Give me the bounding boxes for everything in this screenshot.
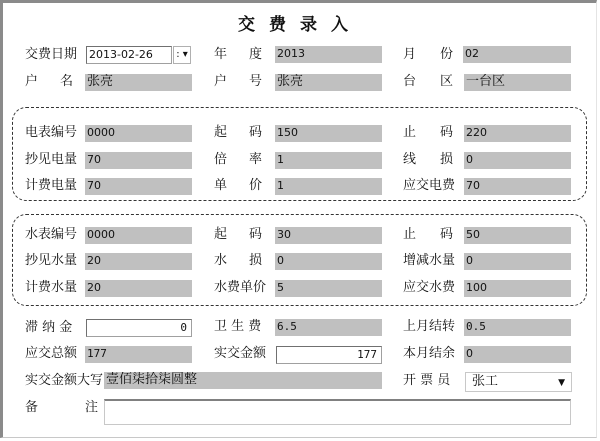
electric-end-label: 止 码 bbox=[403, 125, 453, 140]
water-start-field: 30 bbox=[275, 227, 382, 244]
electric-read-usage-field: 70 bbox=[85, 152, 192, 169]
account-no-label: 户 号 bbox=[214, 74, 262, 89]
date-picker-dropdown[interactable]: : ▾ bbox=[173, 46, 191, 64]
district-label: 台 区 bbox=[403, 74, 453, 89]
sanitation-fee-label: 卫 生 费 bbox=[214, 319, 262, 334]
water-fee-label: 应交水费 bbox=[403, 280, 456, 295]
year-label: 年 度 bbox=[214, 47, 262, 62]
remark-input[interactable] bbox=[104, 399, 571, 425]
water-price-label: 水费单价 bbox=[214, 280, 267, 295]
multiplier-label: 倍 率 bbox=[214, 152, 262, 167]
water-read-usage-field: 20 bbox=[85, 253, 192, 270]
paid-amount-input[interactable]: 177 bbox=[276, 346, 382, 364]
page-title: 交费录入 bbox=[238, 15, 362, 35]
account-name-label: 户 名 bbox=[25, 74, 73, 89]
sanitation-fee-field: 6.5 bbox=[275, 319, 382, 336]
electric-meter-field: 0000 bbox=[85, 125, 192, 142]
total-due-label: 应交总额 bbox=[25, 346, 78, 361]
water-loss-label: 水 损 bbox=[214, 253, 262, 268]
line-loss-label: 线 损 bbox=[403, 152, 453, 167]
line-loss-field: 0 bbox=[464, 152, 571, 169]
water-end-label: 止 码 bbox=[403, 227, 453, 242]
issuer-value: 张工 bbox=[472, 374, 499, 389]
balance-label: 本月结余 bbox=[403, 346, 456, 361]
late-fee-input[interactable]: 0 bbox=[86, 319, 192, 337]
pay-date-label: 交费日期 bbox=[25, 47, 78, 62]
water-meter-label: 水表编号 bbox=[25, 227, 78, 242]
month-field: 02 bbox=[463, 46, 571, 63]
paid-words-label: 实交金额大写 bbox=[25, 373, 104, 388]
electric-billed-field: 70 bbox=[85, 178, 192, 195]
water-start-label: 起 码 bbox=[214, 227, 262, 242]
water-meter-field: 0000 bbox=[85, 227, 192, 244]
issuer-select[interactable] bbox=[465, 372, 572, 392]
total-due-field: 177 bbox=[85, 346, 192, 363]
paid-amount-label: 实交金额 bbox=[214, 346, 267, 361]
late-fee-label: 滞 纳 金 bbox=[25, 320, 73, 335]
water-read-usage-label: 抄见水量 bbox=[25, 253, 78, 268]
electric-price-label: 单 价 bbox=[214, 178, 262, 193]
carry-over-field: 0.5 bbox=[464, 319, 571, 336]
account-no-field: 张亮 bbox=[275, 74, 382, 91]
month-label: 月 份 bbox=[403, 47, 453, 62]
carry-over-label: 上月结转 bbox=[403, 319, 456, 334]
electric-billed-label: 计费电量 bbox=[25, 178, 78, 193]
water-loss-field: 0 bbox=[275, 253, 382, 270]
water-billed-field: 20 bbox=[85, 280, 192, 297]
electric-fee-label: 应交电费 bbox=[403, 178, 456, 193]
water-adjust-label: 增减水量 bbox=[403, 253, 456, 268]
remark-label: 备 注 bbox=[25, 400, 98, 415]
multiplier-field: 1 bbox=[275, 152, 382, 169]
water-billed-label: 计费水量 bbox=[25, 280, 78, 295]
year-field: 2013 bbox=[275, 46, 382, 63]
paid-words-field: 壹佰柒拾柒圆整 bbox=[104, 372, 382, 389]
balance-field: 0 bbox=[464, 346, 571, 363]
electric-start-field: 150 bbox=[275, 125, 382, 142]
electric-start-label: 起 码 bbox=[214, 125, 262, 140]
account-name-field: 张亮 bbox=[85, 74, 192, 91]
issuer-label: 开 票 员 bbox=[403, 373, 451, 388]
electric-meter-label: 电表编号 bbox=[25, 125, 78, 140]
water-end-field: 50 bbox=[464, 227, 571, 244]
electric-read-usage-label: 抄见电量 bbox=[25, 152, 78, 167]
electric-end-field: 220 bbox=[464, 125, 571, 142]
chevron-down-icon[interactable]: ▼ bbox=[558, 378, 565, 388]
water-adjust-field: 0 bbox=[464, 253, 571, 270]
water-fee-field: 100 bbox=[464, 280, 571, 297]
electric-fee-field: 70 bbox=[464, 178, 571, 195]
pay-date-input[interactable]: 2013-02-26 bbox=[86, 46, 172, 64]
electric-price-field: 1 bbox=[275, 178, 382, 195]
water-price-field: 5 bbox=[275, 280, 382, 297]
district-field: 一台区 bbox=[464, 74, 571, 91]
